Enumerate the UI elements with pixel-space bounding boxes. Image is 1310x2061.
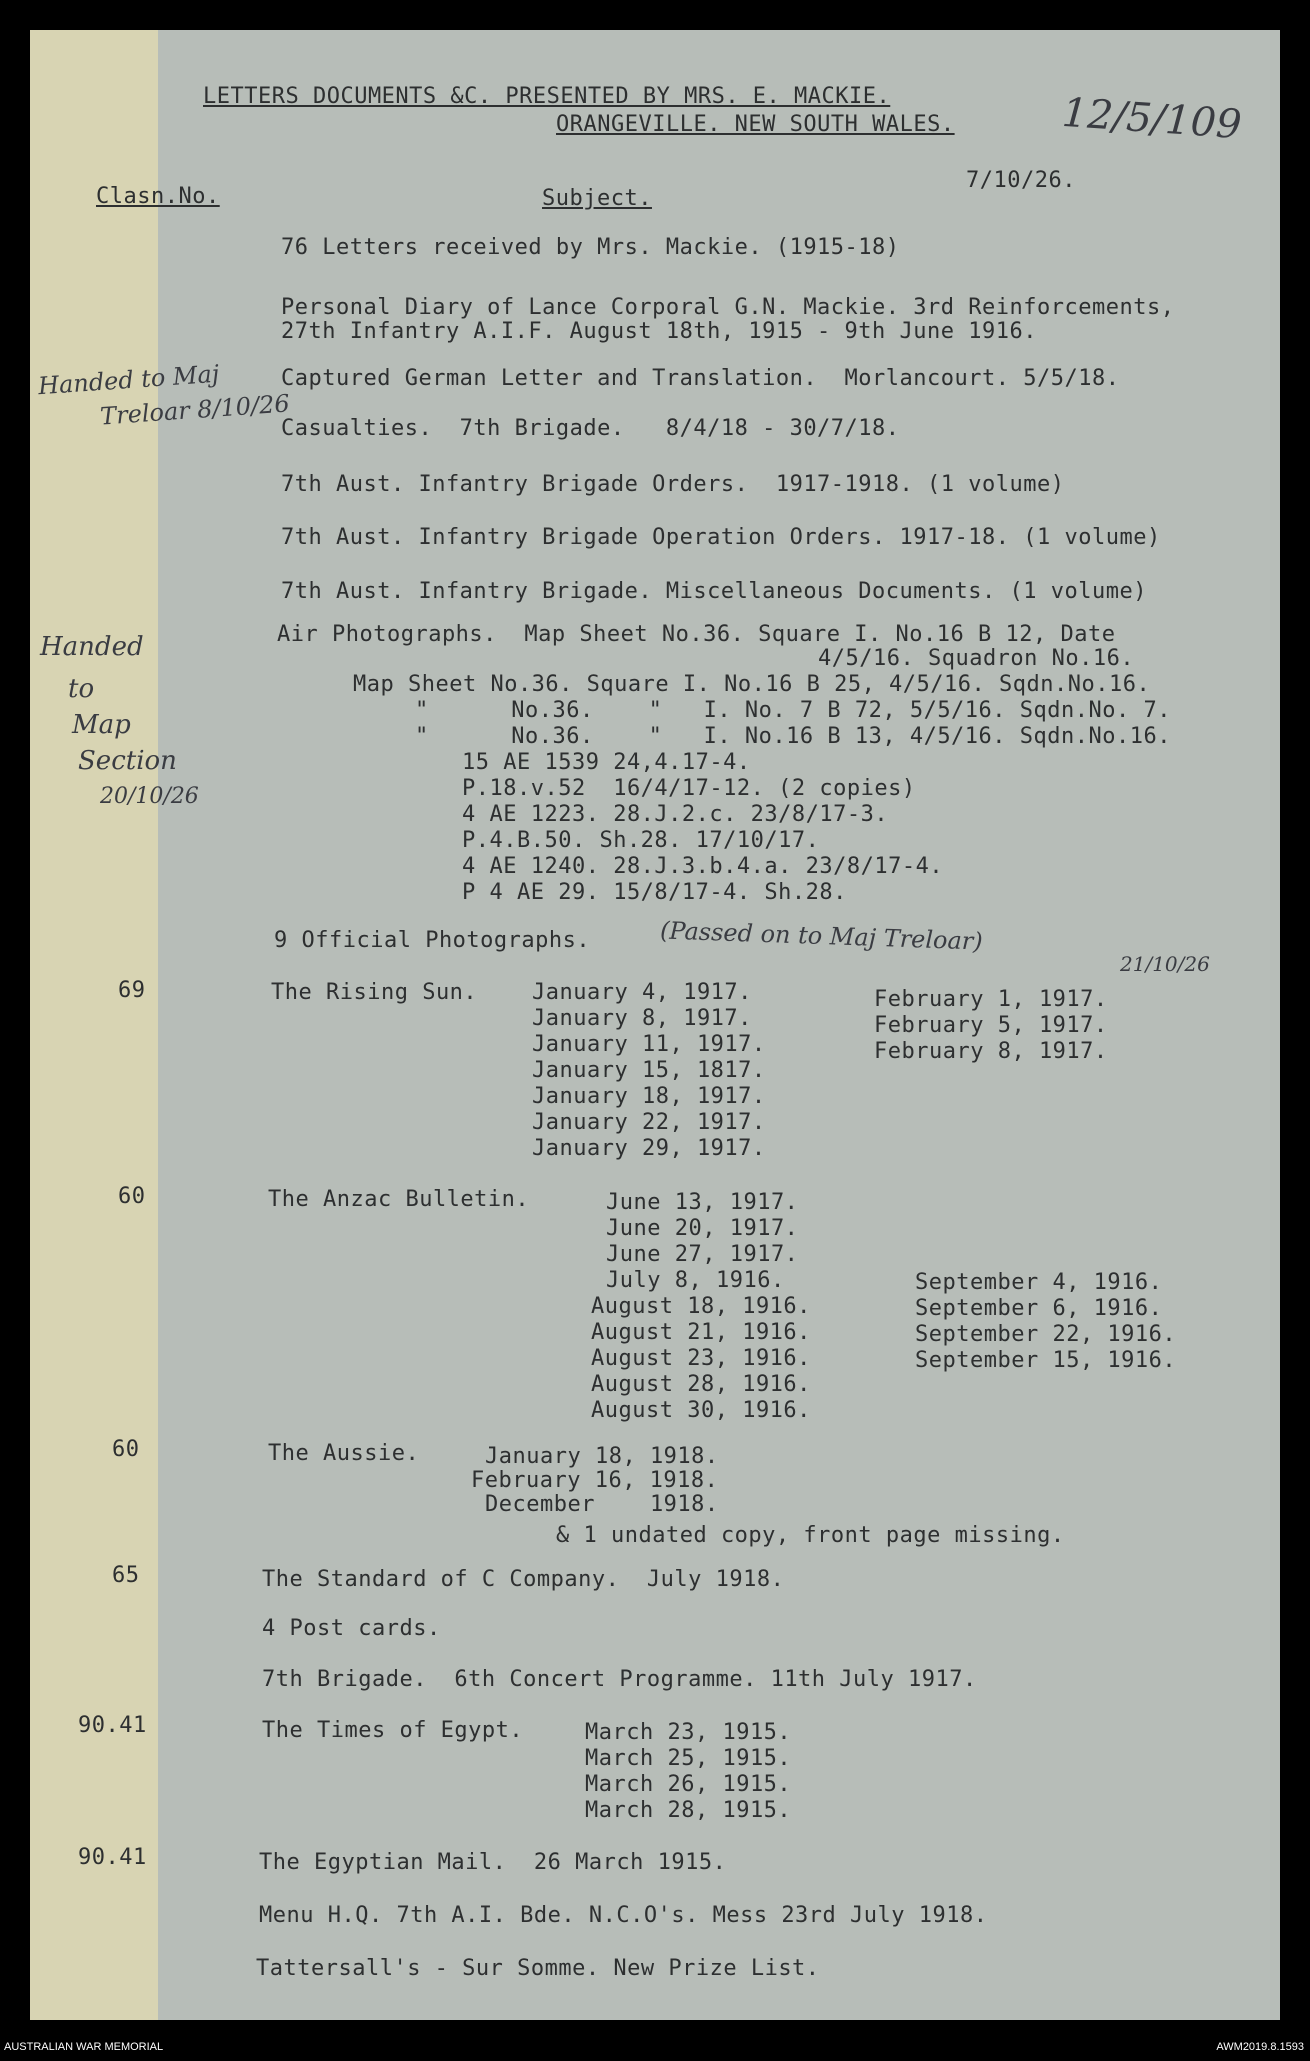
item-letters: 76 Letters received by Mrs. Mackie. (1915-18) <box>281 235 900 260</box>
date-entry: February 1, 1917. <box>874 987 1108 1012</box>
class-no: 90.41 <box>78 1713 147 1738</box>
handwritten-note-map-section: to <box>68 674 95 704</box>
date-entry: January 29, 1917. <box>532 1136 766 1161</box>
item-diary-line1: Personal Diary of Lance Corporal G.N. Mackie. 3rd Reinforcements, <box>281 295 1175 320</box>
class-no: 60 <box>112 1437 140 1462</box>
map-sheet-line: " No.36. " I. No. 7 B 72, 5/5/16. Sqdn.No. 7. <box>415 698 1171 723</box>
map-sheet-line: 4 AE 1240. 28.J.3.b.4.a. 23/8/17-4. <box>462 854 944 879</box>
date-entry: January 18, 1917. <box>532 1084 766 1109</box>
date-entry: March 26, 1915. <box>585 1772 792 1797</box>
date-entry: September 6, 1916. <box>915 1296 1163 1321</box>
date-entry: June 20, 1917. <box>606 1216 799 1241</box>
item-aussie: The Aussie. <box>268 1441 420 1466</box>
subject-heading: Subject. <box>542 186 652 211</box>
handwritten-note-map-section: Map <box>72 710 131 740</box>
date-entry: January 8, 1917. <box>532 1006 752 1031</box>
date-entry: August 21, 1916. <box>591 1320 811 1345</box>
header-title-line2: ORANGEVILLE. NEW SOUTH WALES. <box>556 112 955 137</box>
item-air-photos-line1: Air Photographs. Map Sheet No.36. Square I. No.16 B 12, Date <box>277 622 1116 647</box>
item-rising-sun: The Rising Sun. <box>271 980 478 1005</box>
date-entry: December 1918. <box>485 1492 719 1517</box>
map-sheet-line: " No.36. " I. No.16 B 13, 4/5/16. Sqdn.No.16. <box>415 724 1171 749</box>
date-entry: July 8, 1916. <box>606 1268 785 1293</box>
date-entry: August 28, 1916. <box>591 1372 811 1397</box>
date-entry: January 18, 1918. <box>485 1444 719 1469</box>
handwritten-note-treloar: Treloar 8/10/26 <box>99 389 291 431</box>
map-sheet-line: P.18.v.52 16/4/17-12. (2 copies) <box>462 776 916 801</box>
date-entry: January 11, 1917. <box>532 1032 766 1057</box>
handwritten-note-map-section: Handed <box>40 632 144 662</box>
handwritten-note-map-section: 20/10/26 <box>100 784 199 809</box>
handwritten-note-passed-on: (Passed on to Maj Treloar) <box>659 916 984 956</box>
item-post-cards: 4 Post cards. <box>262 1616 441 1641</box>
date-entry: August 23, 1916. <box>591 1346 811 1371</box>
map-sheet-line: 15 AE 1539 24,4.17-4. <box>462 750 751 775</box>
item-times-of-egypt: The Times of Egypt. <box>262 1718 524 1743</box>
handwritten-reference: 12/5/109 <box>1060 89 1244 149</box>
handwritten-note-treloar: Handed to Maj <box>37 359 221 401</box>
item-menu: Menu H.Q. 7th A.I. Bde. N.C.O's. Mess 23rd July 1918. <box>259 1903 988 1928</box>
item-standard: The Standard of C Company. July 1918. <box>262 1567 785 1592</box>
class-no: 60 <box>118 1184 146 1209</box>
date-entry: August 30, 1916. <box>591 1398 811 1423</box>
date-entry: February 8, 1917. <box>874 1039 1108 1064</box>
date-entry: February 5, 1917. <box>874 1013 1108 1038</box>
date-entry: September 4, 1916. <box>915 1270 1163 1295</box>
date-entry: January 22, 1917. <box>532 1110 766 1135</box>
item-brigade-orders: 7th Aust. Infantry Brigade Orders. 1917-1918. (1 volume) <box>281 472 1065 497</box>
map-sheet-line: Map Sheet No.36. Square I. No.16 B 25, 4/5/16. Sqdn.No.16. <box>353 672 1151 697</box>
date-entry: March 28, 1915. <box>585 1798 792 1823</box>
item-misc-documents: 7th Aust. Infantry Brigade. Miscellaneous Documents. (1 volume) <box>281 579 1147 604</box>
item-anzac-bulletin: The Anzac Bulletin. <box>268 1187 530 1212</box>
date-entry: June 27, 1917. <box>606 1242 799 1267</box>
date-entry: March 23, 1915. <box>585 1720 792 1745</box>
item-concert: 7th Brigade. 6th Concert Programme. 11th July 1917. <box>262 1667 977 1692</box>
item-egyptian-mail: The Egyptian Mail. 26 March 1915. <box>259 1850 727 1875</box>
class-no: 90.41 <box>78 1845 147 1870</box>
class-no: 65 <box>112 1563 140 1588</box>
item-casualties: Casualties. 7th Brigade. 8/4/18 - 30/7/18. <box>281 416 900 441</box>
map-sheet-line: 4 AE 1223. 28.J.2.c. 23/8/17-3. <box>462 802 889 827</box>
item-tattersall: Tattersall's - Sur Somme. New Prize List. <box>256 1956 820 1981</box>
item-official-photos: 9 Official Photographs. <box>274 928 591 953</box>
date-entry: June 13, 1917. <box>606 1190 799 1215</box>
date-entry: February 16, 1918. <box>471 1468 719 1493</box>
date-entry: September 15, 1916. <box>915 1348 1177 1373</box>
handwritten-note-map-section: Section <box>78 746 177 776</box>
date-entry: September 22, 1916. <box>915 1322 1177 1347</box>
date-entry: March 25, 1915. <box>585 1746 792 1771</box>
map-sheet-line: P.4.B.50. Sh.28. 17/10/17. <box>462 828 820 853</box>
class-no-heading: Clasn.No. <box>96 184 220 209</box>
class-no: 69 <box>118 978 146 1003</box>
map-sheet-line: P 4 AE 29. 15/8/17-4. Sh.28. <box>462 880 847 905</box>
document-date: 7/10/26. <box>966 168 1076 193</box>
item-diary-line2: 27th Infantry A.I.F. August 18th, 1915 - 9th June 1916. <box>281 319 1037 344</box>
item-german-letter: Captured German Letter and Translation. Morlancourt. 5/5/18. <box>281 366 1120 391</box>
item-air-photos-line2: 4/5/16. Squadron No.16. <box>818 646 1135 671</box>
footer-accession-number: AWM2019.8.1593 <box>1216 2041 1304 2053</box>
header-title-line1: LETTERS DOCUMENTS &C. PRESENTED BY MRS. E. MACKIE. <box>203 84 891 109</box>
footer-institution: AUSTRALIAN WAR MEMORIAL <box>4 2041 164 2053</box>
date-entry: August 18, 1916. <box>591 1294 811 1319</box>
date-entry: January 4, 1917. <box>532 980 752 1005</box>
aussie-note: & 1 undated copy, front page missing. <box>556 1523 1065 1548</box>
item-operation-orders: 7th Aust. Infantry Brigade Operation Orders. 1917-18. (1 volume) <box>281 525 1161 550</box>
handwritten-note-passed-on-date: 21/10/26 <box>1120 952 1210 976</box>
date-entry: January 15, 1817. <box>532 1058 766 1083</box>
